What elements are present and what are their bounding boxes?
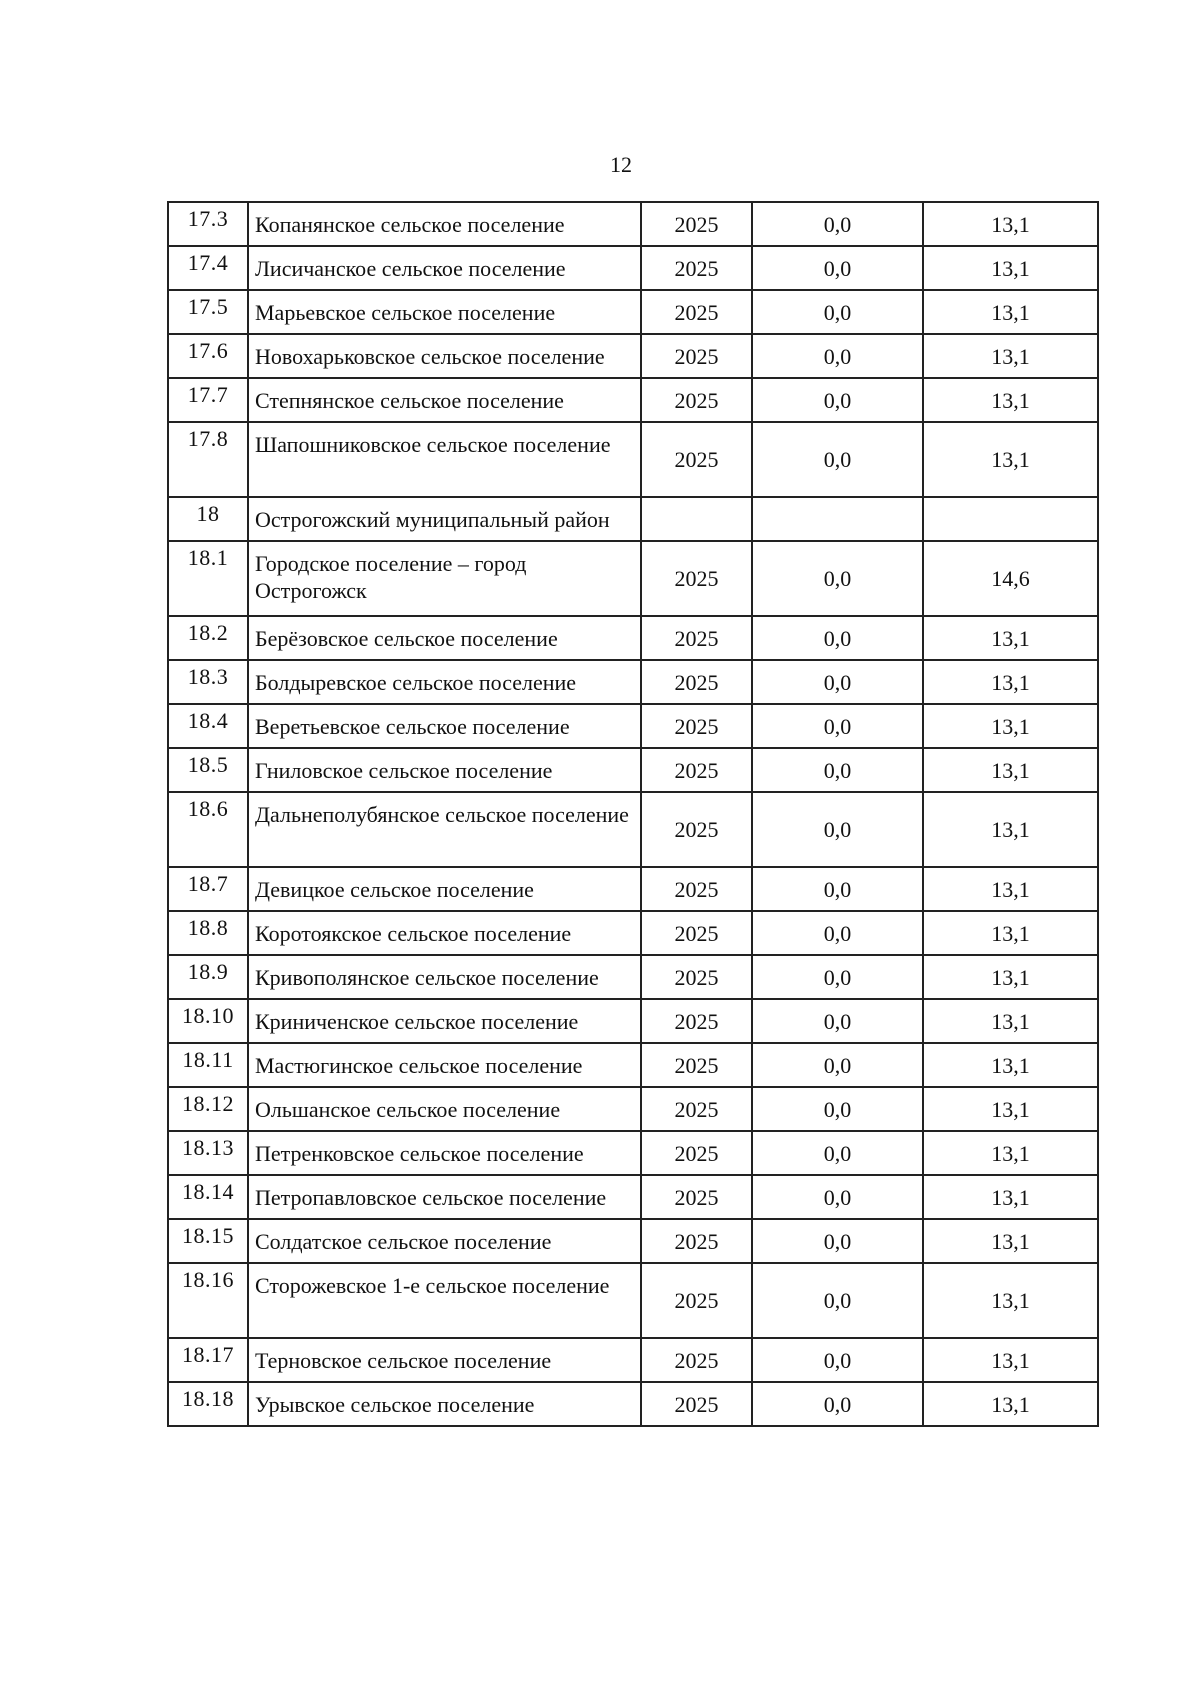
row-number: 18.4 (168, 704, 248, 748)
row-number: 18.7 (168, 867, 248, 911)
value-cell-1: 0,0 (752, 422, 923, 497)
value-cell-1: 0,0 (752, 1175, 923, 1219)
settlement-name: Веретьевское сельское поселение (248, 704, 641, 748)
value-cell-1: 0,0 (752, 1043, 923, 1087)
table-row (168, 955, 1098, 999)
settlement-name: Лисичанское сельское поселение (248, 246, 641, 290)
value-cell-1: 0,0 (752, 541, 923, 616)
district-row (168, 497, 1098, 541)
settlement-name: Кривополянское сельское поселение (248, 955, 641, 999)
row-number: 18.6 (168, 792, 248, 867)
year-cell: 2025 (641, 704, 752, 748)
row-number: 18.15 (168, 1219, 248, 1263)
settlement-name: Новохарьковское сельское поселение (248, 334, 641, 378)
settlement-name: Сторожевское 1-е сельское поселение (248, 1263, 641, 1338)
row-number: 18.5 (168, 748, 248, 792)
year-cell: 2025 (641, 202, 752, 246)
year-cell (641, 497, 752, 541)
year-cell: 2025 (641, 999, 752, 1043)
value-cell-2: 13,1 (923, 1338, 1098, 1382)
year-cell: 2025 (641, 955, 752, 999)
settlement-name: Копанянское сельское поселение (248, 202, 641, 246)
row-number: 17.4 (168, 246, 248, 290)
value-cell-1: 0,0 (752, 1131, 923, 1175)
settlement-name: Городское поселение – город Острогожск (248, 541, 641, 616)
table-row (168, 1087, 1098, 1131)
table-row (168, 660, 1098, 704)
row-number: 18 (168, 497, 248, 541)
row-number: 18.13 (168, 1131, 248, 1175)
table-row (168, 792, 1098, 867)
row-number: 18.14 (168, 1175, 248, 1219)
value-cell-2: 13,1 (923, 1131, 1098, 1175)
settlement-name: Берёзовское сельское поселение (248, 616, 641, 660)
table-row (168, 290, 1098, 334)
row-number: 17.7 (168, 378, 248, 422)
value-cell-2: 13,1 (923, 422, 1098, 497)
table-row (168, 334, 1098, 378)
value-cell-1: 0,0 (752, 616, 923, 660)
row-number: 18.18 (168, 1382, 248, 1426)
table-row (168, 1175, 1098, 1219)
value-cell-2: 13,1 (923, 1382, 1098, 1426)
table-row (168, 202, 1098, 246)
settlement-name: Терновское сельское поселение (248, 1338, 641, 1382)
value-cell-2: 13,1 (923, 202, 1098, 246)
value-cell-1: 0,0 (752, 290, 923, 334)
year-cell: 2025 (641, 1263, 752, 1338)
year-cell: 2025 (641, 911, 752, 955)
table-row (168, 1043, 1098, 1087)
row-number: 18.12 (168, 1087, 248, 1131)
settlement-name: Девицкое сельское поселение (248, 867, 641, 911)
value-cell-1: 0,0 (752, 1338, 923, 1382)
row-number: 18.8 (168, 911, 248, 955)
settlement-name: Солдатское сельское поселение (248, 1219, 641, 1263)
row-number: 18.17 (168, 1338, 248, 1382)
settlement-name: Ольшанское сельское поселение (248, 1087, 641, 1131)
value-cell-1: 0,0 (752, 1382, 923, 1426)
year-cell: 2025 (641, 1043, 752, 1087)
row-number: 17.5 (168, 290, 248, 334)
table-row (168, 1382, 1098, 1426)
year-cell: 2025 (641, 1382, 752, 1426)
settlement-name: Степнянское сельское поселение (248, 378, 641, 422)
value-cell-2 (923, 497, 1098, 541)
row-number: 17.3 (168, 202, 248, 246)
value-cell-2: 13,1 (923, 1043, 1098, 1087)
row-number: 18.11 (168, 1043, 248, 1087)
value-cell-1 (752, 497, 923, 541)
settlement-name: Болдыревское сельское поселение (248, 660, 641, 704)
value-cell-1: 0,0 (752, 660, 923, 704)
value-cell-2: 13,1 (923, 867, 1098, 911)
value-cell-2: 13,1 (923, 378, 1098, 422)
table-row (168, 704, 1098, 748)
page-number: 12 (610, 152, 632, 177)
year-cell: 2025 (641, 378, 752, 422)
value-cell-2: 13,1 (923, 246, 1098, 290)
value-cell-1: 0,0 (752, 1219, 923, 1263)
value-cell-1: 0,0 (752, 334, 923, 378)
table-row (168, 748, 1098, 792)
value-cell-2: 13,1 (923, 290, 1098, 334)
table-row (168, 541, 1098, 616)
table-row (168, 867, 1098, 911)
year-cell: 2025 (641, 1087, 752, 1131)
table-row (168, 999, 1098, 1043)
year-cell: 2025 (641, 334, 752, 378)
value-cell-2: 13,1 (923, 1219, 1098, 1263)
year-cell: 2025 (641, 1338, 752, 1382)
year-cell: 2025 (641, 290, 752, 334)
table-row (168, 422, 1098, 497)
year-cell: 2025 (641, 792, 752, 867)
settlement-name: Петренковское сельское поселение (248, 1131, 641, 1175)
value-cell-1: 0,0 (752, 748, 923, 792)
value-cell-1: 0,0 (752, 704, 923, 748)
year-cell: 2025 (641, 1131, 752, 1175)
table-row (168, 1263, 1098, 1338)
row-number: 18.2 (168, 616, 248, 660)
value-cell-1: 0,0 (752, 955, 923, 999)
value-cell-2: 13,1 (923, 334, 1098, 378)
row-number: 17.8 (168, 422, 248, 497)
value-cell-1: 0,0 (752, 246, 923, 290)
value-cell-1: 0,0 (752, 792, 923, 867)
value-cell-1: 0,0 (752, 1087, 923, 1131)
settlement-name: Гниловское сельское поселение (248, 748, 641, 792)
settlements-table (167, 201, 1099, 1427)
value-cell-2: 13,1 (923, 1087, 1098, 1131)
settlement-name: Коротоякское сельское поселение (248, 911, 641, 955)
table-row (168, 1219, 1098, 1263)
value-cell-2: 14,6 (923, 541, 1098, 616)
table-row (168, 246, 1098, 290)
value-cell-1: 0,0 (752, 867, 923, 911)
value-cell-2: 13,1 (923, 792, 1098, 867)
row-number: 18.16 (168, 1263, 248, 1338)
value-cell-1: 0,0 (752, 1263, 923, 1338)
value-cell-2: 13,1 (923, 616, 1098, 660)
value-cell-2: 13,1 (923, 660, 1098, 704)
value-cell-2: 13,1 (923, 704, 1098, 748)
year-cell: 2025 (641, 246, 752, 290)
row-number: 18.3 (168, 660, 248, 704)
value-cell-2: 13,1 (923, 1175, 1098, 1219)
table-row (168, 616, 1098, 660)
row-number: 18.10 (168, 999, 248, 1043)
value-cell-1: 0,0 (752, 202, 923, 246)
table-row (168, 911, 1098, 955)
value-cell-2: 13,1 (923, 1263, 1098, 1338)
value-cell-1: 0,0 (752, 378, 923, 422)
settlement-name: Дальнеполубянское сельское поселение (248, 792, 641, 867)
year-cell: 2025 (641, 748, 752, 792)
row-number: 18.1 (168, 541, 248, 616)
settlement-name: Марьевское сельское поселение (248, 290, 641, 334)
value-cell-2: 13,1 (923, 955, 1098, 999)
year-cell: 2025 (641, 1175, 752, 1219)
table-row (168, 1338, 1098, 1382)
row-number: 17.6 (168, 334, 248, 378)
settlement-name: Петропавловское сельское поселение (248, 1175, 641, 1219)
settlement-name: Шапошниковское сельское поселение (248, 422, 641, 497)
value-cell-2: 13,1 (923, 911, 1098, 955)
table-row (168, 378, 1098, 422)
year-cell: 2025 (641, 422, 752, 497)
settlement-name: Криниченское сельское поселение (248, 999, 641, 1043)
value-cell-1: 0,0 (752, 911, 923, 955)
value-cell-2: 13,1 (923, 999, 1098, 1043)
year-cell: 2025 (641, 1219, 752, 1263)
row-number: 18.9 (168, 955, 248, 999)
settlement-name: Урывское сельское поселение (248, 1382, 641, 1426)
district-name: Острогожский муниципальный район (248, 497, 641, 541)
value-cell-1: 0,0 (752, 999, 923, 1043)
table-row (168, 1131, 1098, 1175)
year-cell: 2025 (641, 867, 752, 911)
year-cell: 2025 (641, 616, 752, 660)
year-cell: 2025 (641, 660, 752, 704)
year-cell: 2025 (641, 541, 752, 616)
settlement-name: Мастюгинское сельское поселение (248, 1043, 641, 1087)
value-cell-2: 13,1 (923, 748, 1098, 792)
